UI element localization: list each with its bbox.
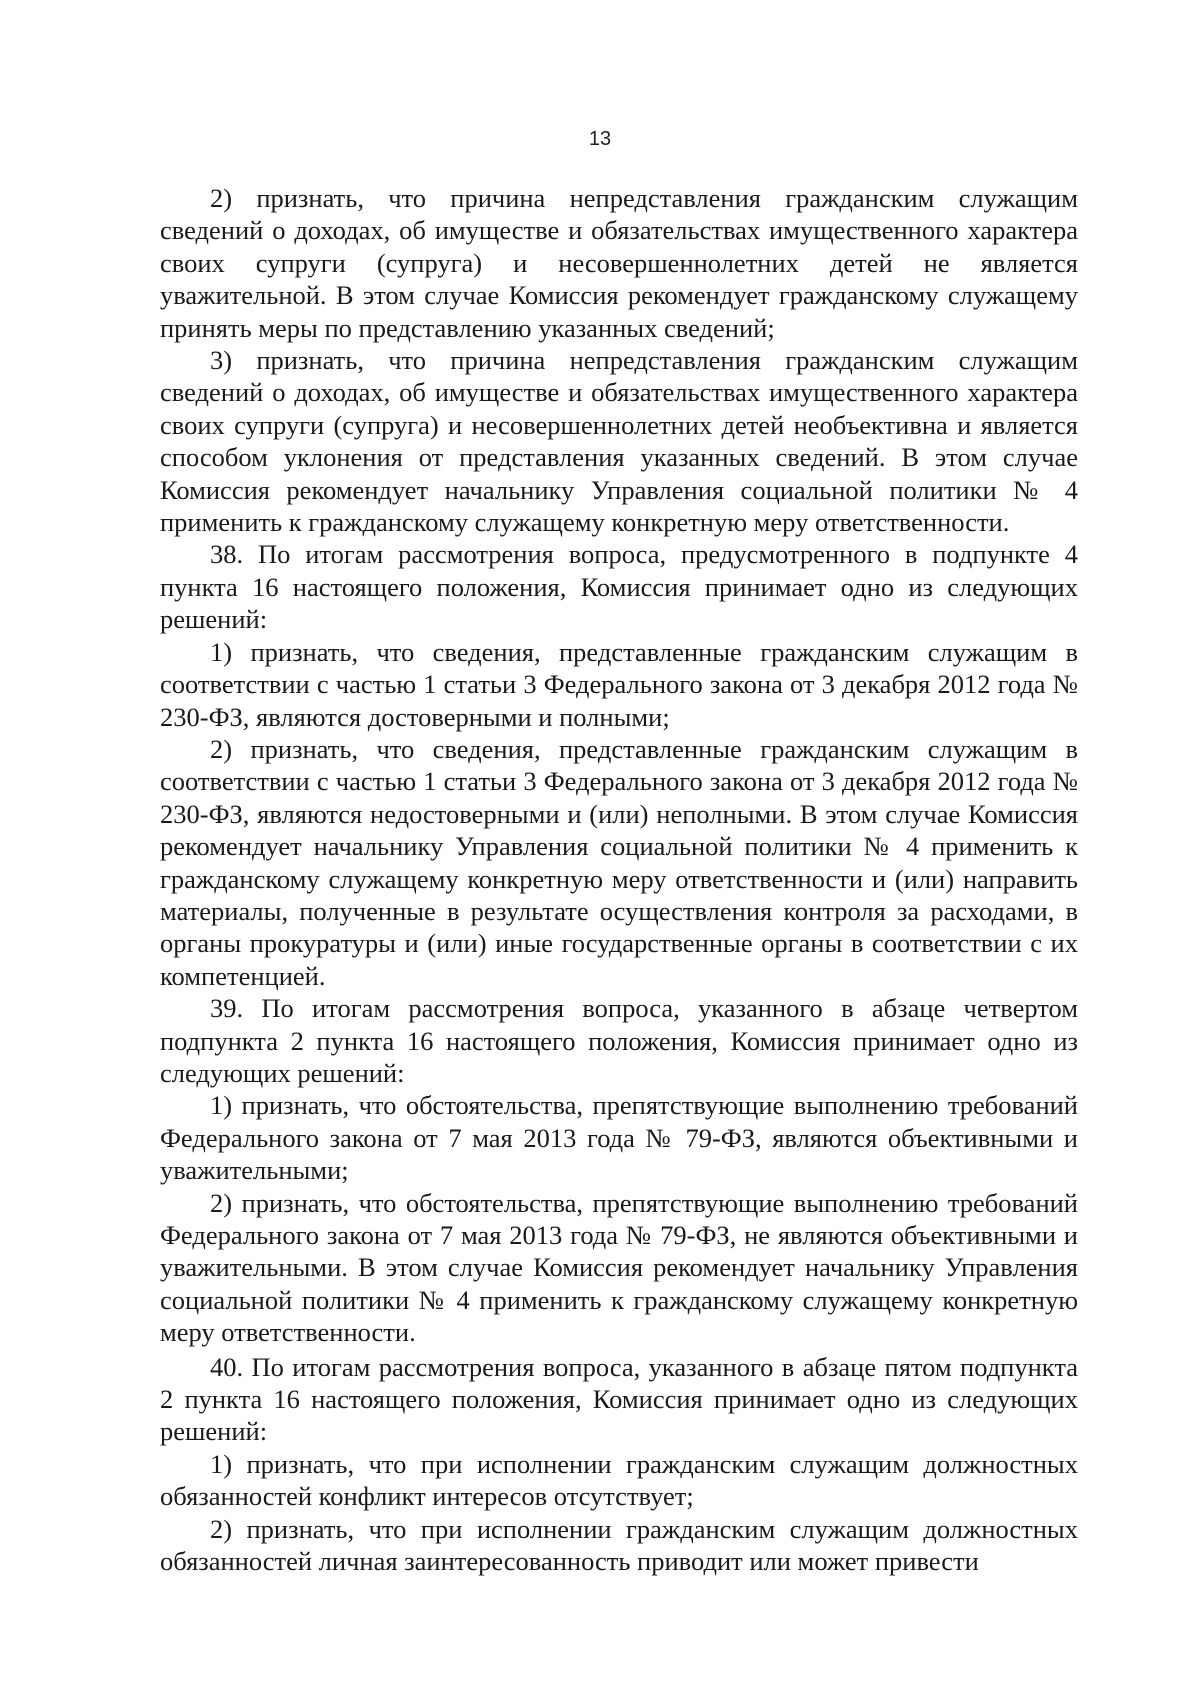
paragraph-38-item-2: 2) признать, что сведения, представленные гражданским служащим в соответствии с частью 1 статьи 3 Федерального закона от 3 декабря 2012 года № 230-ФЗ, являются недостоверными и (или) неполными. В этом случае Комиссия рекомендует начальнику Управления социальной политики № 4 применить к гражданскому служащему конкретную меру ответственности и (или) направить материалы, полученные в результате осуществления контроля за расходами, в органы прокуратуры и (или) иные государственные органы в соответствии с их компетенцией. — [160, 733, 1078, 991]
paragraph-39-item-2: 2) признать, что обстоятельства, препятствующие выполнению требований Федерального закона от 7 мая 2013 года № 79-ФЗ, не являются объективными и уважительными. В этом случае Комиссия рекомендует начальнику Управления социальной политики № 4 применить к гражданскому служащему конкретную меру ответственности. — [160, 1187, 1078, 1348]
paragraph-39-item-1: 1) признать, что обстоятельства, препятствующие выполнению требований Федерального закона от 7 мая 2013 года № 79-ФЗ, являются объективными и уважительными; — [160, 1090, 1078, 1186]
paragraph-40-item-2: 2) признать, что при исполнении гражданским служащим должностных обязанностей личная заинтересованность приводит или может привести — [160, 1513, 1078, 1577]
paragraph-37-item-2: 2) признать, что причина непредставления гражданским служащим сведений о доходах, об имуществе и обязательствах имущественного характера своих супруги (супруга) и несовершеннолетних детей не является уважительной. В этом случае Комиссия рекомендует гражданскому служащему принять меры по представлению указанных сведений; — [160, 183, 1078, 343]
paragraph-37-item-3: 3) признать, что причина непредставления гражданским служащим сведений о доходах, об имуществе и обязательствах имущественного характера своих супруги (супруга) и несовершеннолетних детей необъективна и является способом уклонения от представления указанных сведений. В этом случае Комиссия рекомендует начальнику Управления социальной политики № 4 применить к гражданскому служащему конкретную меру ответственности. — [160, 345, 1078, 538]
paragraph-39: 39. По итогам рассмотрения вопроса, указанного в абзаце четвертом подпункта 2 пункта 16 настоящего положения, Комиссия принимает одно из следующих решений: — [160, 993, 1078, 1088]
paragraph-38-item-1: 1) признать, что сведения, представленные гражданским служащим в соответствии с частью 1 статьи 3 Федерального закона от 3 декабря 2012 года № 230-ФЗ, являются достоверными и полными; — [160, 636, 1078, 732]
page-number: 13 — [588, 128, 612, 150]
paragraph-40-item-1: 1) признать, что при исполнении гражданским служащим должностных обязанностей конфликт интересов отсутствует; — [160, 1448, 1078, 1512]
paragraph-38: 38. По итогам рассмотрения вопроса, предусмотренного в подпункте 4 пункта 16 настоящего положения, Комиссия принимает одно из следующих решений: — [160, 539, 1078, 635]
document-body — [160, 182, 1078, 1577]
paragraph-40: 40. По итогам рассмотрения вопроса, указанного в абзаце пятом подпункта 2 пункта 16 настоящего положения, Комиссия принимает одно из следующих решений: — [160, 1351, 1078, 1447]
